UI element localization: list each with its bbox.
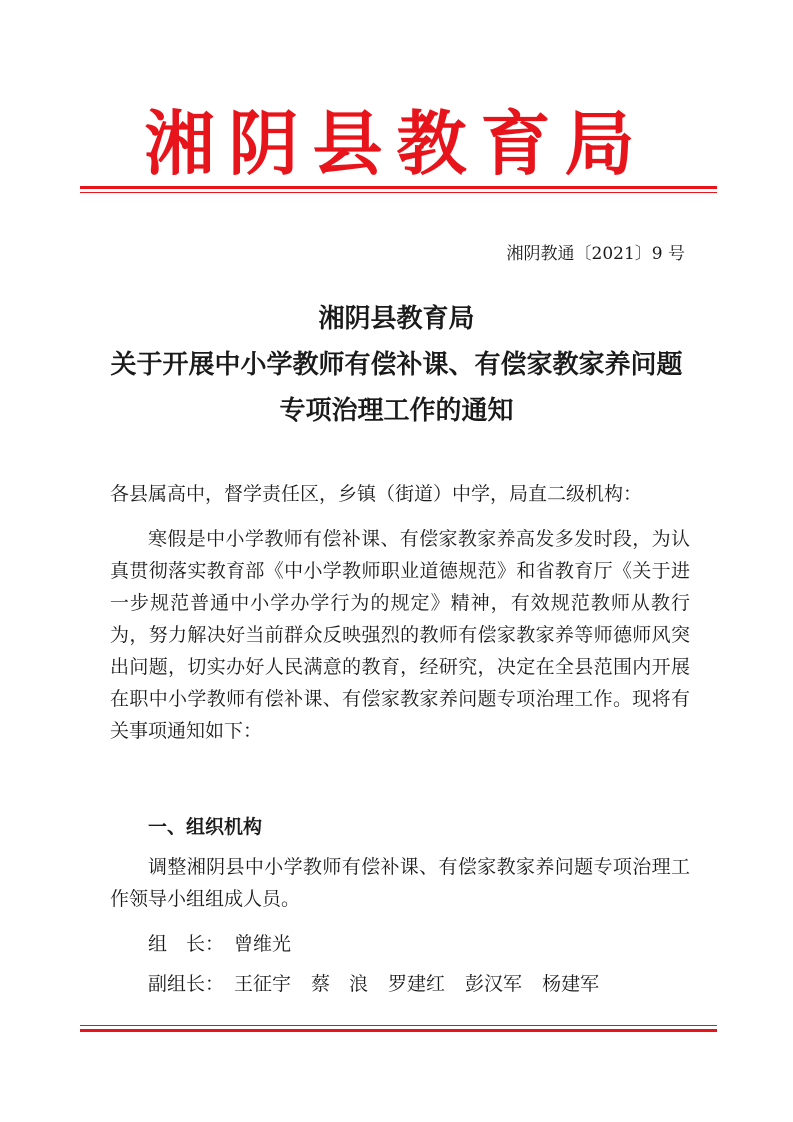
leader-role-label: 组 长： [148,933,225,955]
deputy-name: 蔡 浪 [311,973,369,995]
title-line-1: 湘阴县教育局 [318,304,475,334]
intro-paragraph: 寒假是中小学教师有偿补课、有偿家教家养高发多发时段，为认真贯彻落实教育部《中小学教师职业道德规范》和省教育厅《关于进一步规范普通中小学办学行为的规定》精神，有效规范教师从教行为，努力解决好当前群众反映强烈的教师有偿家教家养等师德师风突出问题，切实办好人民满意的教育，经研究，决定在全县范围内开展在职中小学教师有偿补课、有偿家教家养问题专项治理工作。现将有关事项通知如下： [110,528,690,742]
section-paragraph: 调整湘阴县中小学教师有偿补课、有偿家教家养问题专项治理工作领导小组组成人员。 [110,856,690,910]
leader-row [148,928,291,960]
footer-red-rule-thin [80,1025,717,1026]
deputy-row [148,968,619,1000]
header-red-rule-thick [80,186,717,189]
title-line-3: 专项治理工作的通知 [279,396,514,426]
salutation: 各县属高中，督学责任区，乡镇（街道）中学，局直二级机构： [110,483,643,505]
deputy-role-label: 副组长： [148,973,225,995]
title-line-2: 关于开展中小学教师有偿补课、有偿家教家养问题 [110,350,683,380]
document-number: 湘阴教通〔2021〕9 号 [506,244,685,264]
deputy-name: 罗建红 [388,973,446,995]
deputy-name: 王征宇 [234,973,292,995]
section-heading: 一、组织机构 [148,816,263,838]
footer-red-rule-thick [80,1029,717,1032]
deputy-name: 杨建军 [542,973,600,995]
issuer-header: 湘阴县教育局 [144,103,649,185]
header-red-rule-thin [80,192,717,193]
deputy-name: 彭汉军 [465,973,523,995]
leader-name: 曾维光 [234,933,292,955]
